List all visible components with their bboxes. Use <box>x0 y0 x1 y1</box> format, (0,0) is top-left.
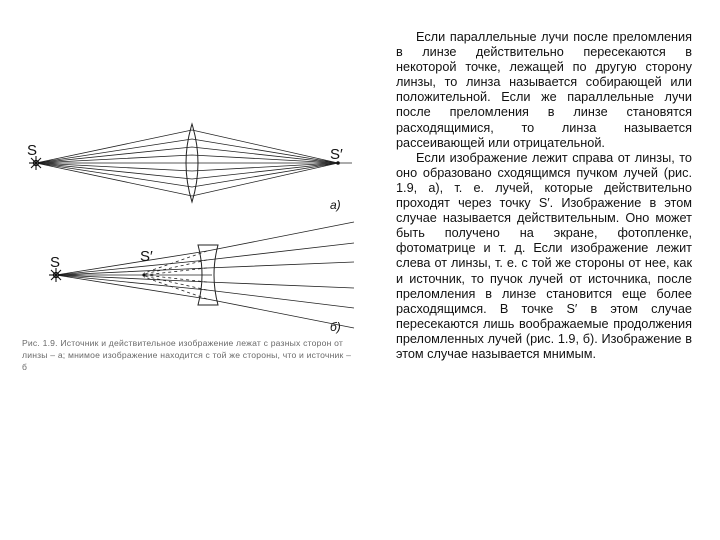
label-s-prime-a: S′ <box>330 146 343 163</box>
label-s-prime-b: S′ <box>140 248 153 265</box>
label-part-a: а) <box>330 198 341 212</box>
figure-caption: Рис. 1.9. Источник и действительное изображение лежат с разных сторон от линзы – а; мнимое изображение находится с той же стороны, что и источник – б <box>22 338 352 372</box>
label-s-a: S <box>27 142 38 159</box>
paragraph-1: Если параллельные лучи после преломления в линзе действительно пересекаются в некоторой точке, лежащей по другую сторону линзы, то линза называется собирающей или положительной. Если же параллельные лучи после преломления в линзе становятся расходящимися, то линза называется рассеивающей или отрицательной. <box>396 30 692 150</box>
paragraph-2: Если изображение лежит справа от линзы, то оно образовано сходящимся пучком лучей (рис. 1.9, а), т. е. лучей, которые действительно проходят через точку S′. Изображение в этом случае называется действительным. Оно может быть получено на экране, фотопленке, фотоматрице и т. д. Если изображение лежит слева от линзы, т. е. с той же стороны от нее, как и источник, то пучок лучей от источника, после преломления в линзе становится еще более расходящимся. В точке S′ в этом случае пересекаются лишь воображаемые продолжения преломленных лучей (рис. 1.9, б). Изображение в этом случае называется мнимым. <box>396 150 692 361</box>
body-text <box>396 30 692 362</box>
image-point-b <box>142 273 145 276</box>
diagram-a <box>34 124 352 202</box>
label-s-b: S <box>50 254 61 271</box>
diagram-b <box>52 222 354 328</box>
label-part-b: б) <box>330 320 341 334</box>
